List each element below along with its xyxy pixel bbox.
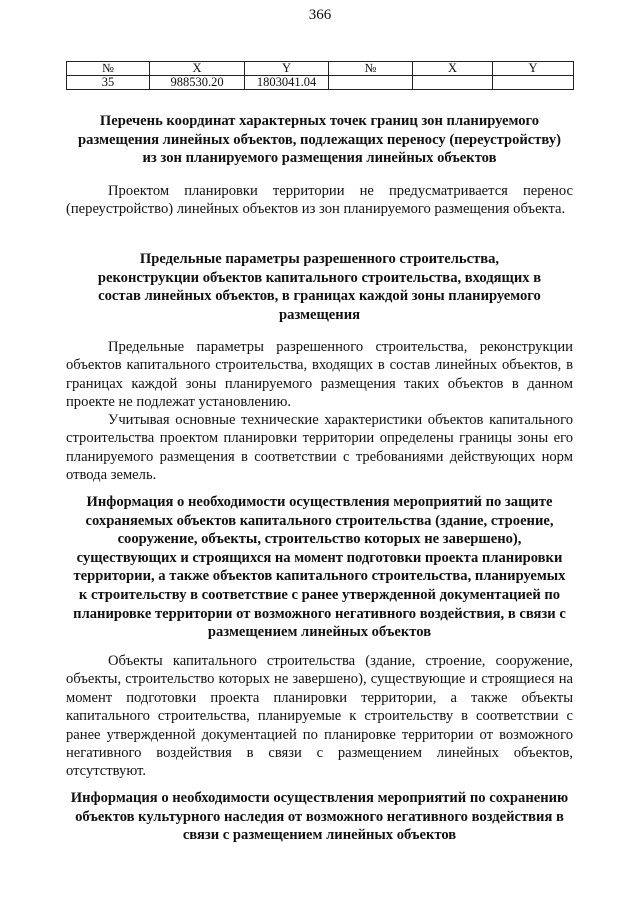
table-header-cell: X bbox=[150, 62, 245, 76]
coordinates-table bbox=[66, 61, 574, 90]
table-row bbox=[67, 76, 574, 90]
table-cell bbox=[493, 76, 574, 90]
table-cell: 988530.20 bbox=[150, 76, 245, 90]
table-header-cell: № bbox=[67, 62, 150, 76]
table-cell: 35 bbox=[67, 76, 150, 90]
section-heading: Информация о необходимости осуществления мероприятий по сохранению объектов культурного наследия от возможного негативного воздействия в связи с размещением линейных объектов bbox=[70, 790, 569, 844]
page-number: 366 bbox=[308, 7, 332, 23]
table-header-cell: Y bbox=[493, 62, 574, 76]
body-paragraph: Учитывая основные технические характеристики объектов капитального строительства проектом планировки территории определены границы зоны его планируемого размещения в соответствии с требованиями действующих норм отвода земель. bbox=[66, 412, 573, 484]
table-cell: 1803041.04 bbox=[245, 76, 329, 90]
table-header-cell: № bbox=[329, 62, 413, 76]
table-cell bbox=[413, 76, 493, 90]
table-header-cell: X bbox=[413, 62, 493, 76]
body-paragraph: Проектом планировки территории не предусматривается перенос (переустройство) линейных объектов из зон планируемого размещения объекта. bbox=[66, 183, 573, 218]
body-paragraph: Предельные параметры разрешенного строительства, реконструкции объектов капитального строительства, входящих в состав линейных объектов, в границах каждой зоны планируемого размещения таких объектов в данном проекте не подлежат установлению. bbox=[66, 339, 573, 411]
table-header-row bbox=[67, 62, 574, 76]
body-paragraph: Объекты капитального строительства (здание, строение, сооружение, объекты, строительство которых не завершено), существующие и строящиеся на момент подготовки проекта планировки территории, а также объекты капитального строительства, планируемые к строительству в соответствии с ранее утвержденной документацией по планировке территории от возможного негативного воздействия в связи с размещением линейных объектов, отсутствуют. bbox=[66, 653, 573, 780]
section-heading: Информация о необходимости осуществления мероприятий по защите сохраняемых объектов капитального строительства (здание, строение, сооружение, объекты, строительство которых не завершено), существующих и строящихся на момент подготовки проекта планировки территории, а также объектов капитального строительства, планируемых к строительству в соответствие с ранее утвержденной документацией по планировке территории от возможного негативного воздействия, в связи с размещением линейных объектов bbox=[73, 494, 566, 641]
table-cell bbox=[329, 76, 413, 90]
section-heading: Перечень координат характерных точек границ зон планируемого размещения линейных объектов, подлежащих переносу (переустройству) из зон планируемого размещения линейных объектов bbox=[78, 113, 561, 167]
table-header-cell: Y bbox=[245, 62, 329, 76]
section-heading: Предельные параметры разрешенного строительства, реконструкции объектов капитального строительства, входящих в состав линейных объектов, в границах каждой зоны планируемого размещения bbox=[97, 251, 542, 323]
